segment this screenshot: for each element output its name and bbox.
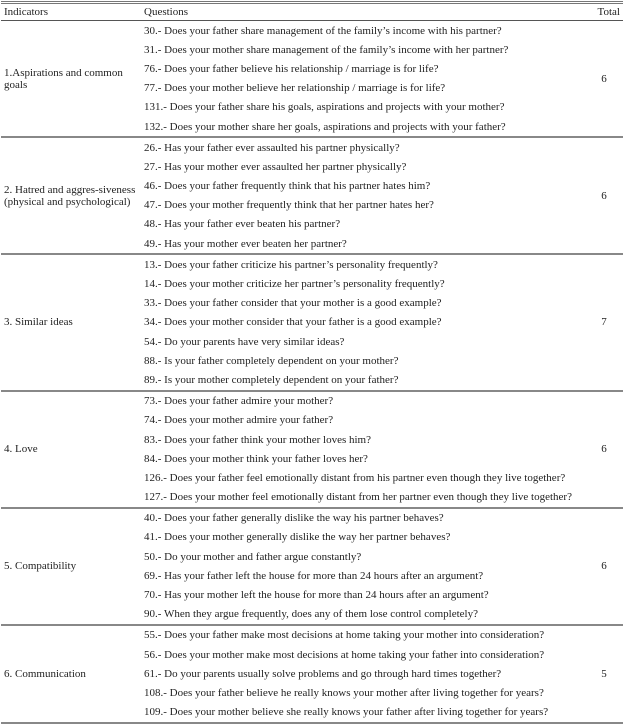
indicator-cell: 1.Aspirations and common goals bbox=[1, 21, 141, 138]
header-questions: Questions bbox=[141, 3, 585, 21]
table-row bbox=[1, 137, 623, 254]
question-item: 30.- Does your father share management of the family’s income with his partner? bbox=[144, 24, 502, 37]
indicator-cell: 4. Love bbox=[1, 391, 141, 508]
table-row bbox=[1, 254, 623, 390]
indicator-cell: 6. Communication bbox=[1, 625, 141, 723]
questions-cell bbox=[141, 137, 585, 254]
total-cell: 6 bbox=[585, 137, 623, 254]
question-item: 34.- Does your mother consider that your father is a good example? bbox=[144, 316, 442, 329]
indicator-cell: 5. Compatibility bbox=[1, 508, 141, 625]
question-item: 77.- Does your mother believe her relationship / marriage is for life? bbox=[144, 82, 446, 95]
question-item: 70.- Has your mother left the house for more than 24 hours after an argument? bbox=[144, 589, 489, 602]
question-item: 40.- Does your father generally dislike the way his partner behaves? bbox=[144, 512, 444, 525]
question-item: 109.- Does your mother believe she really knows your father after living together for years? bbox=[144, 706, 549, 719]
indicators-table bbox=[1, 1, 623, 724]
total-cell: 7 bbox=[585, 254, 623, 390]
question-item: 131.- Does your father share his goals, aspirations and projects with your mother? bbox=[144, 101, 505, 114]
total-cell: 6 bbox=[585, 21, 623, 138]
question-item: 49.- Has your mother ever beaten her partner? bbox=[144, 237, 347, 250]
total-cell: 6 bbox=[585, 508, 623, 625]
question-item: 14.- Does your mother criticize her partner’s personality frequently? bbox=[144, 278, 445, 291]
question-item: 126.- Does your father feel emotionally distant from his partner even though they live together? bbox=[144, 471, 566, 484]
question-item: 13.- Does your father criticize his partner’s personality frequently? bbox=[144, 258, 438, 271]
question-item: 84.- Does your mother think your father loves her? bbox=[144, 452, 368, 465]
question-item: 26.- Has your father ever assaulted his partner physically? bbox=[144, 141, 400, 154]
question-item: 56.- Does your mother make most decisions at home taking your father into consideration? bbox=[144, 648, 545, 661]
question-item: 48.- Has your father ever beaten his partner? bbox=[144, 218, 341, 231]
question-item: 31.- Does your mother share management of the family’s income with her partner? bbox=[144, 43, 509, 56]
questions-cell bbox=[141, 508, 585, 625]
total-cell: 6 bbox=[585, 391, 623, 508]
table-row bbox=[1, 21, 623, 138]
total-cell: 5 bbox=[585, 625, 623, 723]
question-item: 74.- Does your mother admire your father? bbox=[144, 414, 334, 427]
question-item: 41.- Does your mother generally dislike the way her partner behaves? bbox=[144, 531, 451, 544]
indicator-cell: 3. Similar ideas bbox=[1, 254, 141, 390]
questions-cell bbox=[141, 391, 585, 508]
table-row bbox=[1, 508, 623, 625]
question-item: 73.- Does your father admire your mother? bbox=[144, 395, 334, 408]
table-row bbox=[1, 391, 623, 508]
question-item: 108.- Does your father believe he really knows your mother after living together for years? bbox=[144, 686, 544, 699]
question-item: 132.- Does your mother share her goals, aspirations and projects with your father? bbox=[144, 120, 506, 133]
question-item: 89.- Is your mother completely dependent on your father? bbox=[144, 373, 399, 386]
question-item: 27.- Has your mother ever assaulted her partner physically? bbox=[144, 160, 407, 173]
question-item: 46.- Does your father frequently think that his partner hates him? bbox=[144, 180, 431, 193]
question-item: 54.- Do your parents have very similar ideas? bbox=[144, 335, 345, 348]
question-item: 88.- Is your father completely dependent on your mother? bbox=[144, 354, 399, 367]
question-item: 55.- Does your father make most decisions at home taking your mother into consideration? bbox=[144, 629, 545, 642]
question-item: 90.- When they argue frequently, does any of them lose control completely? bbox=[144, 608, 478, 621]
question-item: 50.- Do your mother and father argue constantly? bbox=[144, 550, 362, 563]
header-indicators: Indicators bbox=[1, 3, 141, 21]
question-item: 127.- Does your mother feel emotionally distant from her partner even though they live together? bbox=[144, 491, 572, 504]
questions-cell bbox=[141, 21, 585, 138]
questions-cell bbox=[141, 254, 585, 390]
header-total: Total bbox=[585, 3, 623, 21]
question-item: 83.- Does your father think your mother loves him? bbox=[144, 433, 371, 446]
question-item: 47.- Does your mother frequently think that her partner hates her? bbox=[144, 199, 434, 212]
header-row bbox=[1, 3, 623, 21]
indicator-cell: 2. Hatred and aggres-siveness (physical and psychological) bbox=[1, 137, 141, 254]
question-item: 69.- Has your father left the house for more than 24 hours after an argument? bbox=[144, 569, 484, 582]
question-item: 61.- Do your parents usually solve problems and go through hard times together? bbox=[144, 667, 502, 680]
question-item: 33.- Does your father consider that your mother is a good example? bbox=[144, 297, 442, 310]
question-item: 76.- Does your father believe his relationship / marriage is for life? bbox=[144, 62, 439, 75]
